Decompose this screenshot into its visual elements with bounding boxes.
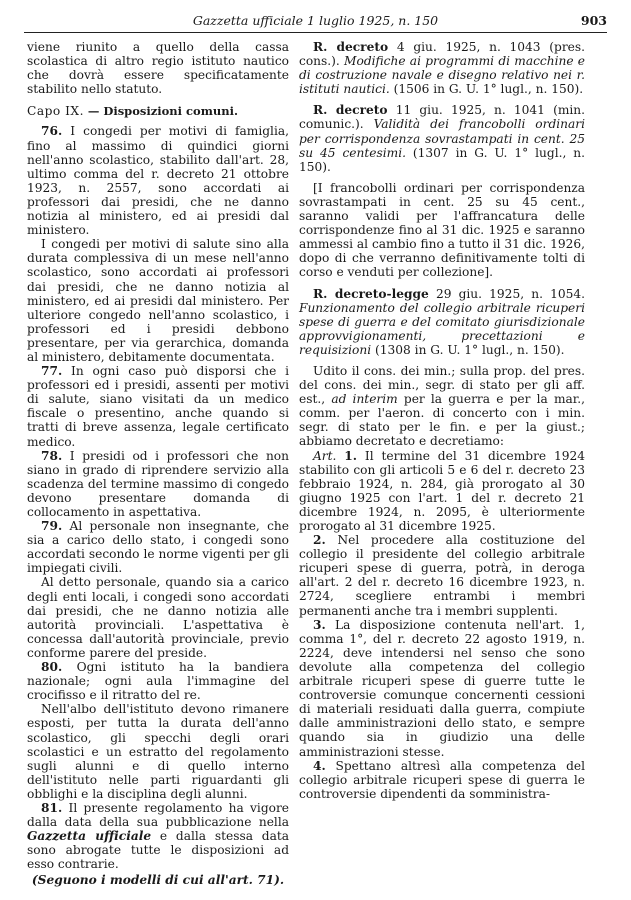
article-number: 79. [41,519,63,534]
article-2 [299,533,585,618]
chapter-title: — Disposizioni comuni. [87,104,238,119]
article-77 [27,364,289,449]
article-number: 80. [41,660,63,675]
article-number: 3. [313,617,326,632]
decree-type: R. decreto [313,103,388,118]
preamble-text: per la guerra e per la mar., comm. per l'aeron. di concerto con i min. segr. di stato per le fin. e per la giust.; abbiamo decretato e decretiamo: [299,392,586,449]
article-number: 76. [41,124,63,139]
chapter-heading [27,104,289,118]
continuation-note: (Seguono i modelli di cui all'art. 71). [31,873,285,888]
article-4 [299,759,585,801]
gazette-reference: Gazzetta ufficiale [27,829,152,844]
article-number: 4. [313,758,326,773]
preamble-text: Udito il cons. dei min.; sulla prop. del pres. del cons. dei min., segr. di stato per gli aff. est., [299,363,585,407]
right-column [299,40,585,801]
article-81 [27,801,289,871]
decree-publication: (1506 in G. U. 1° lugl., n. 150). [393,82,584,97]
article-number: 1. [344,448,358,463]
article-text: I presidi od i professori che non siano in grado di riprendere servizio alla scadenza del termine massimo di congedo devono presentare domanda di collocamento in aspettativa. [27,448,289,519]
chapter-number: Capo IX. [27,104,84,119]
preamble [299,364,585,449]
decree-publication: (1308 in G. U. 1° lugl., n. 150). [375,342,565,357]
article-80-paragraph-2: Nell'albo dell'istituto devono rimanere esposti, per tutta la durata dell'anno scolastico, gli specchi degli orari scolastici e un estratto del regolamento sugli alunni e di quello interno dell'istituto nelle parti riguardanti gli obblighi e la disciplina degli alunni. [27,702,289,801]
article-text: Spettano altresì alla competenza del collegio arbitrale ricuperi spese di guerra le controversie dipendenti da somministra- [299,758,586,801]
decree-title: Modifiche ai programmi di macchine e di costruzione navale e disegno relativo nei r. istituti nautici. [299,54,585,97]
article-80 [27,660,289,702]
article-79 [27,519,289,575]
article-text: Nel procedere alla costituzione del collegio il presidente del collegio arbitrale ricuperi spese di guerra, potrà, in deroga all'art. 2 del r. decreto 16 dicembre 1923, n. 2724, scegliere entrambi i membri permanenti anche tra i membri supplenti. [299,533,585,618]
article-text: Ogni istituto ha la bandiera nazionale; ogni aula l'immagine del crocifisso e il ritratto del re. [27,660,289,703]
decree-publication: (1307 in G. U. 1° lugl., n. 150). [299,145,585,174]
decree-law-1054 [299,287,585,357]
stamps-note: [I francobolli ordinari per corrispondenza sovrastampati in cent. 25 su 45 cent., saranno validi per l'affrancatura delle corrispondenze fino al 31 dic. 1925 e saranno ammessi al cambio fino a tutto il 31 dic. 1926, dopo di che verranno definitivamente tolti di corso e venduti per collezione]. [299,180,585,280]
decree-1043 [299,40,585,96]
decree-type: R. decreto [313,40,389,54]
article-text: Il termine del 31 dicembre 1924 stabilito con gli articoli 5 e 6 del r. decreto 23 febbraio 1924, n. 284, già prorogato al 30 giugno 1925 con l'art. 1 del r. decreto 21 dicembre 1924, n. 2095, è ulteriormente prorogato al 31 dicembre 1925. [299,448,585,533]
article-label: Art. [313,448,337,463]
gazette-title: Gazzetta ufficiale 1 luglio 1925, n. 150 [192,13,439,28]
article-number: 81. [41,800,63,815]
left-column [27,40,289,888]
article-76-paragraph-2: I congedi per motivi di salute sino alla durata complessiva di un mese nell'anno scolastico, sono accordati ai professori dai presidi, che ne danno notizia al ministero, ed ai presidi dal ministero. Per ulteriore congedo nell'anno scolastico, i professori ed i presidi debbono presentare, per via gerarchica, domanda al ministero, debitamente documentata. [27,237,289,364]
article-1 [299,449,585,534]
page-header [24,10,607,30]
article-text: e dalla stessa data sono abrogate tutte le disposizioni ad esso contrarie. [27,829,290,872]
article-76 [27,124,289,237]
intro-paragraph: viene riunito a quello della cassa scolastica di altro regio istituto nautico che dovrà essere specificatamente stabilito nello statuto. [27,40,289,97]
article-text: Il presente regolamento ha vigore dalla data della sua pubblicazione nella [27,800,290,830]
decree-reference: 29 giu. 1925, n. 1054. [435,286,585,301]
article-text: In ogni caso può disporsi che i professori ed i presidi, assenti per motivi di salute, siano visitati da un medico fiscale o presentino, anche quando si tratti di breve assenza, legale certificato medico. [27,364,290,449]
decree-type: R. decreto-legge [313,286,429,301]
decree-reference: 11 giu. 1925, n. 1041 (min. comunic.). [299,103,585,132]
decree-title: Validità dei francobolli ordinari per corrispondenza sovrastampati in cent. 25 su 45 centesimi. [299,117,585,160]
article-text: I congedi per motivi di famiglia, fino al massimo di quindici giorni nell'anno scolastico, stabilito dall'art. 28, ultimo comma del r. decreto 21 ottobre 1923, n. 2557, sono accordati ai professori dai presidi, che ne danno notizia al ministero, ed ai presidi dal ministero. [27,124,289,238]
page-number: 903 [580,13,607,28]
article-number: 77. [41,364,63,379]
article-text: La disposizione contenuta nell'art. 1, comma 1°, del r. decreto 22 agosto 1919, n. 2224, deve intendersi nel senso che sono devolute alla competenza del collegio arbitrale ricuperi spese di guerre tutte le controversie comunque concernenti cessioni di materiali residuati dalla guerra, compiute dalle amministrazioni dello stato, e sempre quando sia in giudizio una delle amministrazioni stesse. [299,617,585,759]
article-number: 2. [313,533,326,548]
interim-term: ad interim [331,392,398,407]
article-78 [27,449,289,519]
decree-title: Funzionamento del collegio arbitrale ricuperi spese di guerra e del comitato giurisdizionale approvvigionamenti, precettazioni e requisizioni [299,300,585,357]
article-79-paragraph-2: Al detto personale, quando sia a carico degli enti locali, i congedi sono accordati dai presidi, che ne danno notizia alle autorità provinciali. L'aspettativa è concessa dall'autorità provinciale, previo conforme parere del preside. [27,575,289,660]
decree-1041 [299,103,585,173]
article-text: Al personale non insegnante, che sia a carico dello stato, i congedi sono accordati secondo le norme vigenti per gli impiegati civili. [27,519,289,576]
article-3 [299,618,585,759]
header-rule [24,32,607,33]
decree-reference: 4 giu. 1925, n. 1043 (pres. cons.). [299,40,586,69]
article-number: 78. [41,448,63,463]
